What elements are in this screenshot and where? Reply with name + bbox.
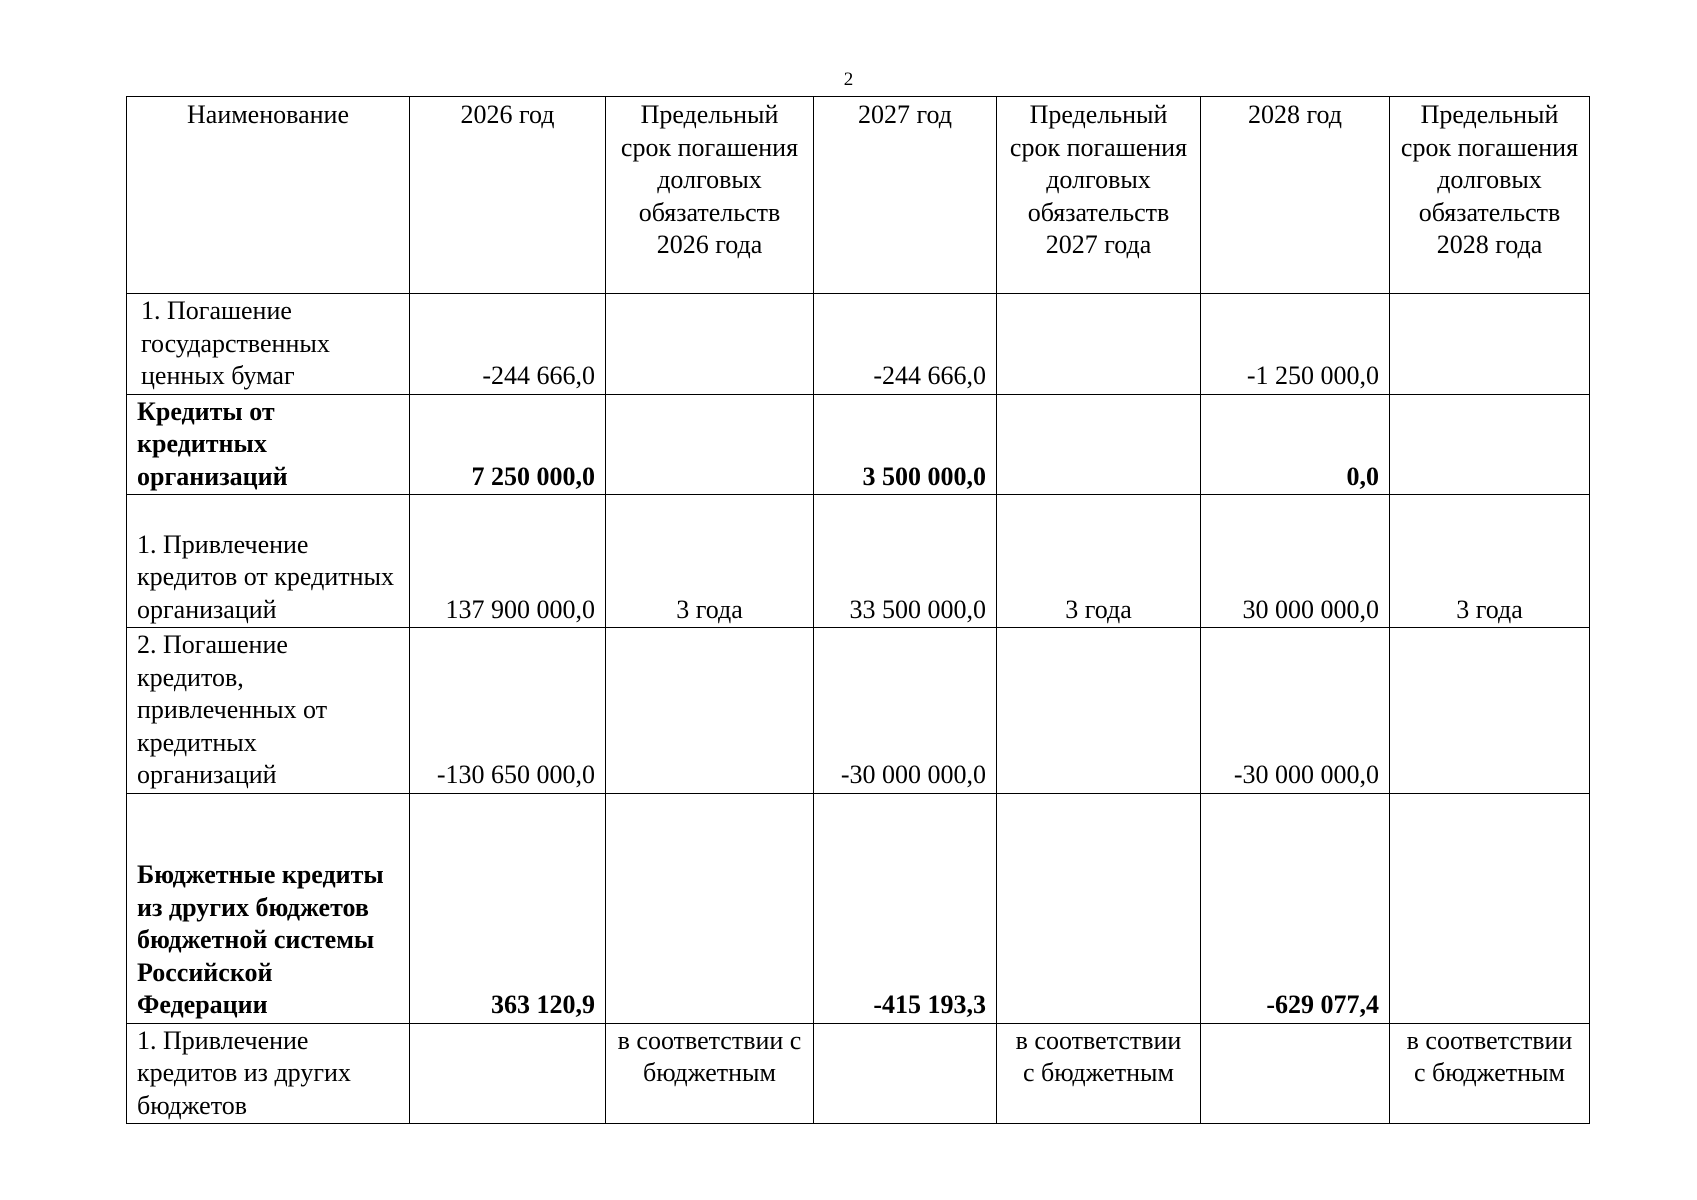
row-value-2028: -30 000 000,0	[1201, 628, 1390, 794]
header-term-2026: Предельный срок погашения долговых обязательств 2026 года	[606, 97, 814, 294]
row-term-2027	[997, 294, 1201, 395]
table-row	[127, 793, 1590, 1023]
row-value-2027: -415 193,3	[814, 793, 997, 1023]
table-row	[127, 294, 1590, 395]
row-term-2026: в соответствии с бюджетным	[606, 1023, 814, 1124]
row-value-2028: 0,0	[1201, 394, 1390, 495]
row-value-2027: -30 000 000,0	[814, 628, 997, 794]
header-year-2028: 2028 год	[1201, 97, 1390, 294]
row-term-2027	[997, 793, 1201, 1023]
row-value-2027	[814, 1023, 997, 1124]
row-value-2027: 3 500 000,0	[814, 394, 997, 495]
page-number: 2	[843, 69, 854, 90]
row-value-2026: -130 650 000,0	[410, 628, 606, 794]
row-term-2028: в соответствии с бюджетным	[1390, 1023, 1590, 1124]
row-term-2027	[997, 628, 1201, 794]
row-term-2028	[1390, 628, 1590, 794]
row-value-2026	[410, 1023, 606, 1124]
row-term-2027: в соответствии с бюджетным	[997, 1023, 1201, 1124]
row-term-2026	[606, 294, 814, 395]
row-value-2026: 363 120,9	[410, 793, 606, 1023]
budget-sources-table	[126, 96, 1590, 1124]
row-term-2028	[1390, 793, 1590, 1023]
table-row	[127, 495, 1590, 628]
row-value-2028: 30 000 000,0	[1201, 495, 1390, 628]
row-name: 1. Погашение государственных ценных бумаг	[127, 294, 410, 395]
row-term-2026	[606, 394, 814, 495]
table-row	[127, 1023, 1590, 1124]
row-value-2027: 33 500 000,0	[814, 495, 997, 628]
row-term-2028: 3 года	[1390, 495, 1590, 628]
row-term-2026	[606, 628, 814, 794]
row-name: 1. Привлечение кредитов от кредитных организаций	[127, 495, 410, 628]
row-name: Бюджетные кредиты из других бюджетов бюджетной системы Российской Федерации	[127, 793, 410, 1023]
row-value-2026: 7 250 000,0	[410, 394, 606, 495]
row-name: Кредиты от кредитных организаций	[127, 394, 410, 495]
header-term-2028: Предельный срок погашения долговых обязательств 2028 года	[1390, 97, 1590, 294]
row-value-2026: -244 666,0	[410, 294, 606, 395]
table-row	[127, 394, 1590, 495]
table-header-row	[127, 97, 1590, 294]
header-year-2026: 2026 год	[410, 97, 606, 294]
row-value-2028	[1201, 1023, 1390, 1124]
row-name: 1. Привлечение кредитов из других бюджетов	[127, 1023, 410, 1124]
row-name: 2. Погашение кредитов, привлеченных от кредитных организаций	[127, 628, 410, 794]
row-term-2026	[606, 793, 814, 1023]
table-row	[127, 628, 1590, 794]
row-value-2026: 137 900 000,0	[410, 495, 606, 628]
row-value-2028: -1 250 000,0	[1201, 294, 1390, 395]
row-value-2028: -629 077,4	[1201, 793, 1390, 1023]
row-term-2028	[1390, 394, 1590, 495]
header-year-2027: 2027 год	[814, 97, 997, 294]
header-term-2027: Предельный срок погашения долговых обязательств 2027 года	[997, 97, 1201, 294]
row-term-2028	[1390, 294, 1590, 395]
header-name: Наименование	[127, 97, 410, 294]
row-value-2027: -244 666,0	[814, 294, 997, 395]
row-term-2026: 3 года	[606, 495, 814, 628]
row-term-2027: 3 года	[997, 495, 1201, 628]
row-term-2027	[997, 394, 1201, 495]
